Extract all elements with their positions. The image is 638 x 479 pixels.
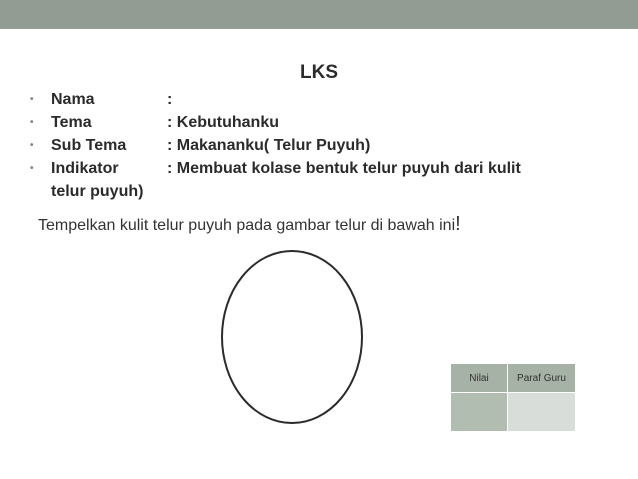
field-value: : Makananku( Telur Puyuh) [167, 137, 371, 154]
field-value: : [167, 91, 173, 108]
grade-table-header [451, 364, 576, 393]
instruction-mark: ! [455, 213, 461, 235]
field-value: : Kebutuhanku [167, 114, 279, 131]
field-label: Indikator [51, 160, 119, 177]
field-value-continued: telur puyuh) [51, 183, 144, 200]
nilai-cell [451, 393, 508, 432]
field-label: Sub Tema [51, 137, 127, 154]
grade-table-row [451, 393, 576, 432]
egg-shape [222, 251, 362, 423]
page-title: LKS [300, 62, 338, 83]
top-bar [0, 0, 638, 29]
nilai-header: Nilai [451, 364, 508, 393]
field-label: Nama [51, 91, 95, 108]
field-value: : Membuat kolase bentuk telur puyuh dari kulit [167, 160, 521, 177]
bullet-icon: • [30, 94, 34, 105]
egg-outline [219, 248, 365, 426]
field-label: Tema [51, 114, 92, 131]
paraf-guru-cell [508, 393, 576, 432]
bullet-icon: • [30, 140, 34, 151]
instruction-text [38, 213, 461, 236]
grade-table [450, 363, 576, 432]
paraf-guru-header: Paraf Guru [508, 364, 576, 393]
bullet-icon: • [30, 117, 34, 128]
instruction-body: Tempelkan kulit telur puyuh pada gambar telur di bawah ini [38, 217, 456, 234]
bullet-icon: • [30, 163, 34, 174]
